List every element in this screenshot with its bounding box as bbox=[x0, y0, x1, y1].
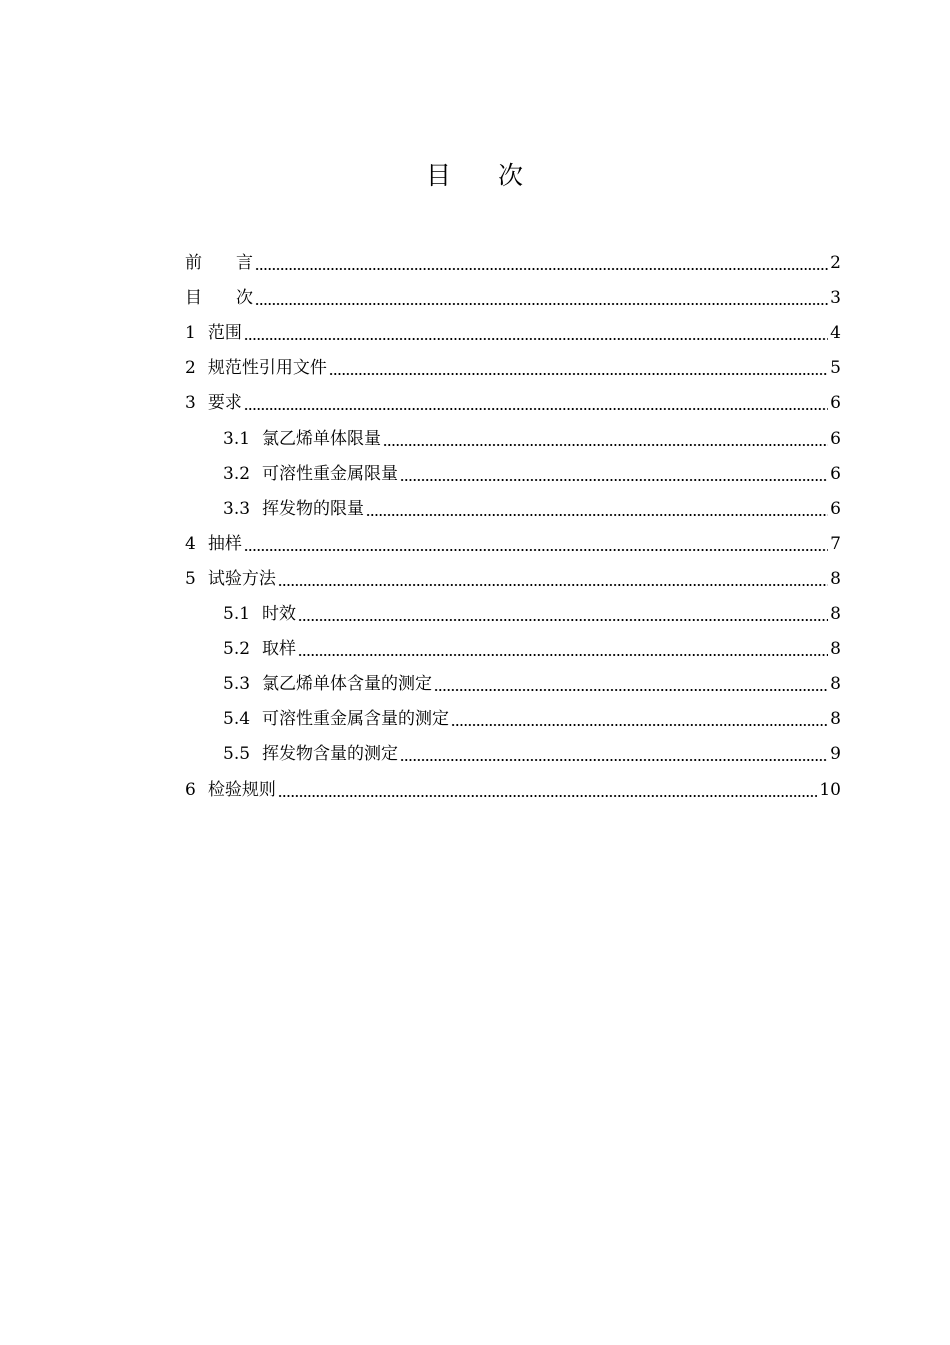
toc-entry-text: 挥发物的限量 bbox=[262, 498, 365, 519]
dot-leader bbox=[434, 688, 828, 692]
toc-entry-3-2[interactable] bbox=[185, 454, 841, 489]
toc-entry-5-5[interactable] bbox=[185, 734, 841, 769]
dot-leader bbox=[255, 267, 828, 271]
toc-entry-3[interactable] bbox=[185, 383, 841, 418]
toc-entry-page: 8 bbox=[830, 639, 841, 660]
toc-entry-text: 要求 bbox=[207, 393, 242, 414]
toc-entry-text: 挥发物含量的测定 bbox=[262, 744, 399, 765]
toc-entry-text: 规范性引用文件 bbox=[207, 358, 327, 379]
title-part-2: 次 bbox=[498, 161, 525, 190]
toc-entry-number: 3.3 bbox=[223, 498, 251, 519]
toc-entry-5-2[interactable] bbox=[185, 629, 841, 664]
toc-entry-text: 目 次 bbox=[185, 288, 253, 309]
toc-entry-5[interactable] bbox=[185, 559, 841, 594]
toc-entry-5-1[interactable] bbox=[185, 594, 841, 629]
toc-entry-text: 试验方法 bbox=[207, 568, 276, 589]
toc-entry-contents[interactable] bbox=[185, 278, 841, 313]
toc-entry-text: 前 言 bbox=[185, 253, 253, 274]
toc-entry-page: 8 bbox=[830, 568, 841, 589]
toc-entry-text: 可溶性重金属含量的测定 bbox=[262, 709, 450, 730]
toc-entry-number: 5.5 bbox=[223, 744, 251, 765]
dot-leader bbox=[298, 653, 828, 657]
dot-leader bbox=[244, 337, 828, 341]
dot-leader bbox=[400, 758, 828, 762]
toc-entry-number: 5.1 bbox=[223, 604, 251, 625]
toc-entry-number: 3.2 bbox=[223, 463, 251, 484]
toc-entry-page: 6 bbox=[830, 393, 841, 414]
toc-entry-number: 5.2 bbox=[223, 639, 251, 660]
toc-entry-number: 3 bbox=[185, 393, 196, 414]
dot-leader bbox=[244, 407, 828, 411]
toc-entry-page: 4 bbox=[830, 323, 841, 344]
dot-leader bbox=[244, 548, 828, 552]
dot-leader bbox=[278, 794, 818, 798]
toc-entry-foreword[interactable] bbox=[185, 243, 841, 278]
toc-entry-3-1[interactable] bbox=[185, 418, 841, 453]
title-part-1: 目 bbox=[425, 161, 452, 190]
toc-entry-number: 1 bbox=[185, 323, 196, 344]
page-title bbox=[0, 158, 950, 194]
toc-entry-text: 取样 bbox=[262, 639, 297, 660]
dot-leader bbox=[451, 723, 828, 727]
toc-entry-text: 范围 bbox=[207, 323, 242, 344]
toc-entry-page: 6 bbox=[830, 428, 841, 449]
toc-entry-page: 5 bbox=[830, 358, 841, 379]
dot-leader bbox=[400, 478, 828, 482]
toc-entry-number: 5 bbox=[185, 568, 196, 589]
toc-entry-page: 8 bbox=[830, 604, 841, 625]
toc-entry-5-3[interactable] bbox=[185, 664, 841, 699]
toc-entry-text: 抽样 bbox=[207, 533, 242, 554]
toc-entry-page: 6 bbox=[830, 463, 841, 484]
toc-entry-number: 3.1 bbox=[223, 428, 251, 449]
toc-entry-page: 3 bbox=[830, 288, 841, 309]
toc-entry-2[interactable] bbox=[185, 348, 841, 383]
toc-entry-text: 氯乙烯单体含量的测定 bbox=[262, 674, 433, 695]
table-of-contents bbox=[185, 243, 841, 805]
dot-leader bbox=[278, 583, 828, 587]
toc-entry-1[interactable] bbox=[185, 313, 841, 348]
toc-entry-text: 氯乙烯单体限量 bbox=[262, 428, 382, 449]
toc-entry-page: 8 bbox=[830, 674, 841, 695]
toc-entry-number: 4 bbox=[185, 533, 196, 554]
toc-entry-text: 检验规则 bbox=[207, 779, 276, 800]
toc-entry-5-4[interactable] bbox=[185, 699, 841, 734]
toc-entry-text: 时效 bbox=[262, 604, 297, 625]
toc-entry-number: 6 bbox=[185, 779, 196, 800]
dot-leader bbox=[329, 372, 828, 376]
dot-leader bbox=[298, 618, 828, 622]
dot-leader bbox=[383, 443, 828, 447]
toc-entry-text: 可溶性重金属限量 bbox=[262, 463, 399, 484]
toc-entry-page: 7 bbox=[830, 533, 841, 554]
toc-entry-number: 5.3 bbox=[223, 674, 251, 695]
toc-entry-6[interactable] bbox=[185, 769, 841, 804]
toc-entry-page: 10 bbox=[819, 779, 841, 800]
toc-entry-3-3[interactable] bbox=[185, 489, 841, 524]
toc-entry-page: 6 bbox=[830, 498, 841, 519]
toc-entry-number: 2 bbox=[185, 358, 196, 379]
toc-entry-page: 9 bbox=[830, 744, 841, 765]
toc-entry-page: 8 bbox=[830, 709, 841, 730]
toc-entry-4[interactable] bbox=[185, 524, 841, 559]
dot-leader bbox=[366, 513, 828, 517]
dot-leader bbox=[255, 302, 828, 306]
toc-entry-page: 2 bbox=[830, 253, 841, 274]
toc-entry-number: 5.4 bbox=[223, 709, 251, 730]
